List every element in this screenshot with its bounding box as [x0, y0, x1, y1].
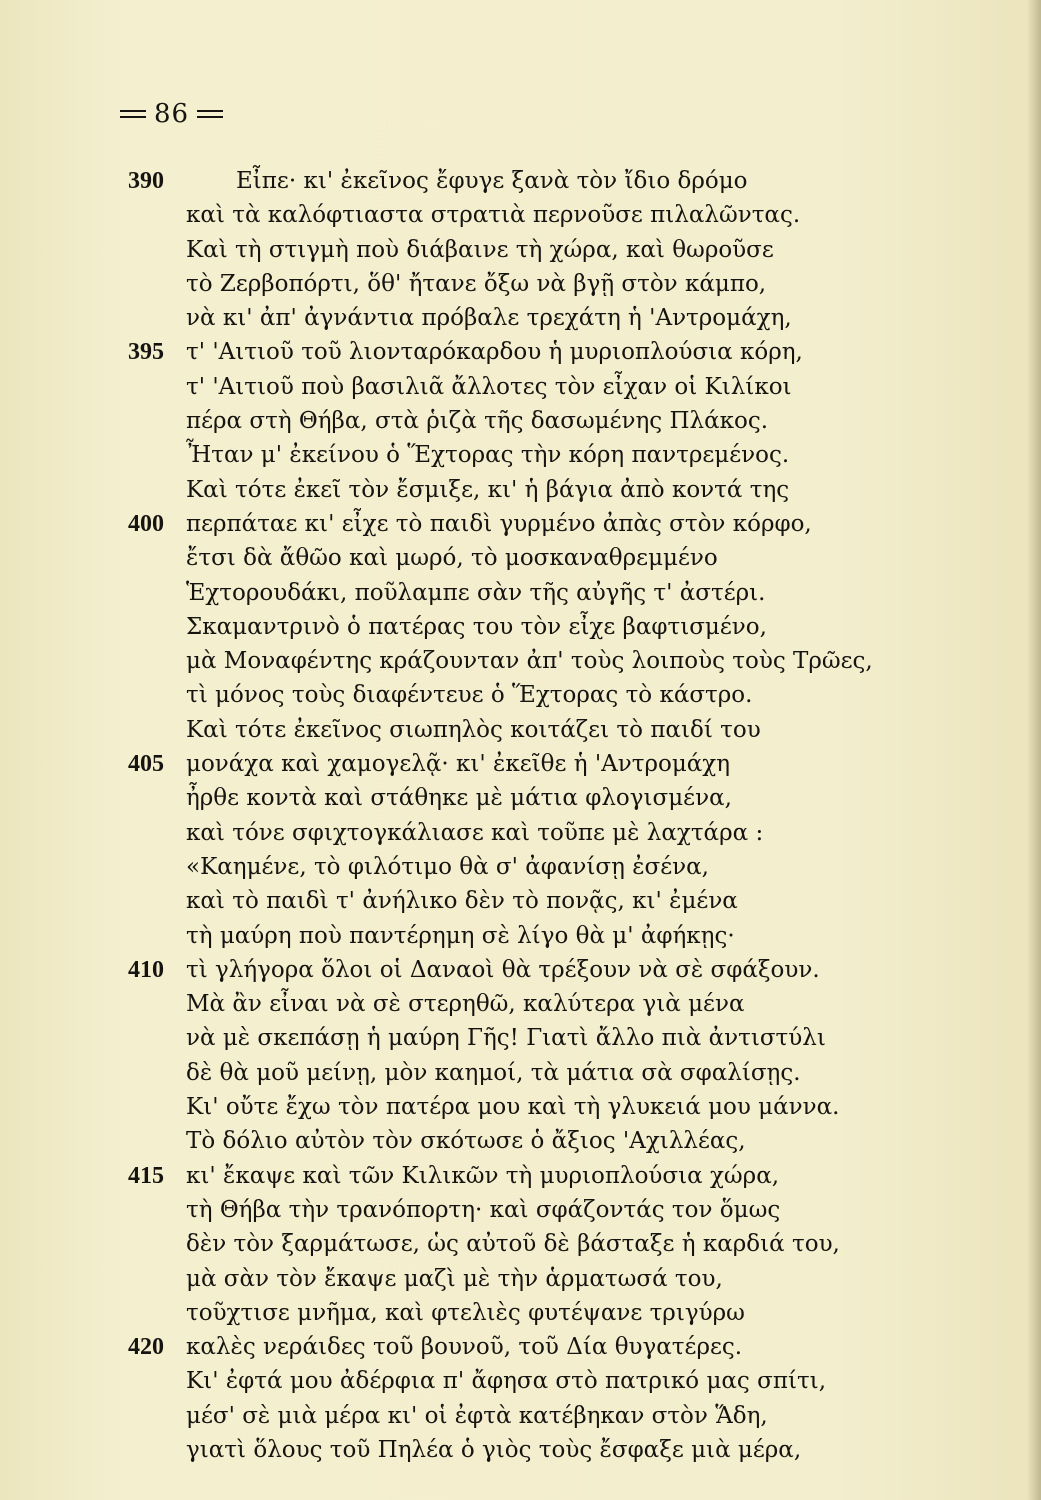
verse-text: μονάχα καὶ χαμογελᾷ· κι' ἐκεῖθε ἡ 'Αντρομάχη — [186, 751, 731, 778]
verse-line — [128, 678, 1028, 712]
verse-line — [128, 1124, 1028, 1158]
line-number: 395 — [128, 339, 164, 366]
verse-line — [128, 1296, 1028, 1330]
verse-text: Κι' οὔτε ἔχω τὸν πατέρα μου καὶ τὴ γλυκειά μου μάννα. — [186, 1094, 840, 1121]
verse-text: τὶ γλήγορα ὅλοι οἱ Δαναοὶ θὰ τρέξουν νὰ σὲ σφάξουν. — [186, 956, 820, 983]
verse-text: τὴ Θήβα τὴν τρανόπορτη· καὶ σφάζοντάς τον ὅμως — [186, 1196, 781, 1223]
verse-text: Ἦταν μ' ἐκείνου ὁ Ἕχτορας τὴν κόρη παντρεμένος. — [186, 442, 790, 469]
verse-line — [128, 747, 1028, 781]
verse-line — [128, 1159, 1028, 1193]
line-number: 390 — [128, 168, 164, 194]
verse-text: τοῦχτισε μνῆμα, καὶ φτελιὲς φυτέψανε τριγύρω — [186, 1299, 745, 1326]
verse-text: τὸ Ζερβοπόρτι, ὅθ' ἤτανε ὄξω νὰ βγῇ στὸν κάμπο, — [186, 270, 767, 297]
verse-line — [128, 781, 1028, 815]
verse-line — [128, 473, 1028, 507]
verse-text: νὰ κι' ἀπ' ἀγνάντια πρόβαλε τρεχάτη ἡ 'Αντρομάχη, — [186, 305, 792, 332]
page-number: 86 — [154, 99, 190, 129]
verse-line — [128, 233, 1028, 267]
verse-text: δὲν τὸν ξαρμάτωσε, ὡς αὐτοῦ δὲ βάσταξε ἡ καρδιά του, — [186, 1231, 840, 1258]
verse-line — [128, 1433, 1028, 1467]
verse-text: καὶ τὰ καλόφτιαστα στρατιὰ περνοῦσε πιλαλῶντας. — [186, 202, 801, 229]
verse-line — [128, 919, 1028, 953]
verse-line — [128, 610, 1028, 644]
poem-text — [128, 164, 1028, 1467]
verse-text: Καὶ τότε ἐκεῖ τὸν ἔσμιξε, κι' ἡ βάγια ἀπὸ κοντά της — [186, 476, 790, 503]
verse-line — [128, 1330, 1028, 1364]
verse-text: δὲ θὰ μοῦ μείνῃ, μὸν καημοί, τὰ μάτια σὰ σφαλίσῃς. — [186, 1059, 801, 1086]
line-number: 400 — [128, 510, 164, 537]
verse-line — [128, 1021, 1028, 1055]
verse-text: Εἶπε· κι' ἐκεῖνος ἔφυγε ξανὰ τὸν ἴδιο δρόμο — [236, 168, 748, 194]
verse-text: Τὸ δόλιο αὐτὸν τὸν σκότωσε ὁ ἄξιος 'Αχιλλέας, — [186, 1128, 746, 1155]
verse-text: καλὲς νεράιδες τοῦ βουνοῦ, τοῦ Δία θυγατέρες. — [186, 1334, 743, 1361]
verse-line — [128, 644, 1028, 678]
verse-line — [128, 884, 1028, 918]
verse-line — [128, 1227, 1028, 1261]
verse-text: τ' 'Αιτιοῦ ποὺ βασιλιᾶ ἄλλοτες τὸν εἶχαν οἱ Κιλίκοι — [186, 373, 792, 400]
verse-text: κι' ἔκαψε καὶ τῶν Κιλικῶν τὴ μυριοπλούσια χώρα, — [186, 1162, 780, 1189]
verse-line — [128, 1090, 1028, 1124]
verse-line — [128, 1399, 1028, 1433]
page-edge-shadow — [1027, 0, 1041, 1500]
verse-text: Μὰ ἂν εἶναι νὰ σὲ στερηθῶ, καλύτερα γιὰ μένα — [186, 991, 745, 1018]
verse-line — [128, 987, 1028, 1021]
verse-line — [128, 1193, 1028, 1227]
verse-text: νὰ μὲ σκεπάσῃ ἡ μαύρη Γῆς! Γιατὶ ἄλλο πιὰ ἀντιστύλι — [186, 1025, 826, 1052]
verse-line — [128, 267, 1028, 301]
verse-text: καὶ τὸ παιδὶ τ' ἀνήλικο δὲν τὸ πονᾷς, κι' ἐμένα — [186, 888, 738, 915]
verse-text: μὰ Μοναφέντης κράζουνταν ἀπ' τοὺς λοιποὺς τοὺς Τρῶες, — [186, 648, 873, 675]
verse-line — [128, 953, 1028, 987]
header-rule-left — [120, 110, 146, 118]
verse-line — [128, 370, 1028, 404]
verse-line — [128, 850, 1028, 884]
verse-text: τὶ μόνος τοὺς διαφέντευε ὁ Ἕχτορας τὸ κάστρο. — [186, 682, 753, 709]
verse-text: γιατὶ ὅλους τοῦ Πηλέα ὁ γιὸς τοὺς ἔσφαξε μιὰ μέρα, — [186, 1436, 802, 1463]
verse-text: τ' 'Αιτιοῦ τοῦ λιονταρόκαρδου ἡ μυριοπλούσια κόρη, — [186, 339, 803, 366]
verse-text: Σκαμαντρινὸ ὁ πατέρας του τὸν εἶχε βαφτισμένο, — [186, 613, 767, 640]
verse-text: περπάταε κι' εἶχε τὸ παιδὶ γυρμένο ἀπὰς στὸν κόρφο, — [186, 510, 812, 537]
line-number: 415 — [128, 1162, 164, 1189]
verse-line — [128, 1056, 1028, 1090]
verse-line — [128, 335, 1028, 369]
verse-text: Καὶ τὴ στιγμὴ ποὺ διάβαινε τὴ χώρα, καὶ θωροῦσε — [186, 236, 774, 263]
verse-line — [128, 404, 1028, 438]
verse-line — [128, 164, 1028, 198]
verse-line — [128, 198, 1028, 232]
verse-line — [128, 576, 1028, 610]
verse-line — [128, 541, 1028, 575]
line-number: 420 — [128, 1334, 164, 1361]
verse-text: Ἑχτορουδάκι, ποῦλαμπε σὰν τῆς αὐγῆς τ' ἀστέρι. — [186, 579, 766, 606]
verse-line — [128, 1364, 1028, 1398]
line-number: 405 — [128, 751, 164, 778]
verse-text: ἦρθε κοντὰ καὶ στάθηκε μὲ μάτια φλογισμένα, — [186, 785, 732, 812]
verse-line — [128, 1262, 1028, 1296]
verse-text: «Καημένε, τὸ φιλότιμο θὰ σ' ἀφανίσῃ ἐσένα, — [186, 853, 709, 880]
verse-text: τὴ μαύρη ποὺ παντέρημη σὲ λίγο θὰ μ' ἀφήκῃς· — [186, 922, 735, 949]
verse-line — [128, 507, 1028, 541]
verse-text: πέρα στὴ Θήβα, στὰ ῥιζὰ τῆς δασωμένης Πλάκος. — [186, 408, 769, 435]
verse-text: Κι' ἐφτά μου ἀδέρφια π' ἄφησα στὸ πατρικό μας σπίτι, — [186, 1368, 827, 1395]
header-rule-right — [197, 110, 223, 118]
verse-text: μὰ σὰν τὸν ἔκαψε μαζὶ μὲ τὴν ἁρματωσά του, — [186, 1265, 723, 1292]
verse-line — [128, 438, 1028, 472]
verse-text: Καὶ τότε ἐκεῖνος σιωπηλὸς κοιτάζει τὸ παιδί του — [186, 716, 761, 743]
verse-text: καὶ τόνε σφιχτογκάλιασε καὶ τοῦπε μὲ λαχτάρα : — [186, 819, 764, 846]
page-header — [120, 98, 223, 129]
verse-line — [128, 301, 1028, 335]
verse-text: ἔτσι δὰ ἄθῶο καὶ μωρό, τὸ μοσκαναθρεμμένο — [186, 545, 718, 572]
line-number: 410 — [128, 956, 164, 983]
verse-text: μέσ' σὲ μιὰ μέρα κι' οἱ ἐφτὰ κατέβηκαν στὸν Ἅδη, — [186, 1402, 768, 1429]
verse-line — [128, 816, 1028, 850]
verse-line — [128, 713, 1028, 747]
